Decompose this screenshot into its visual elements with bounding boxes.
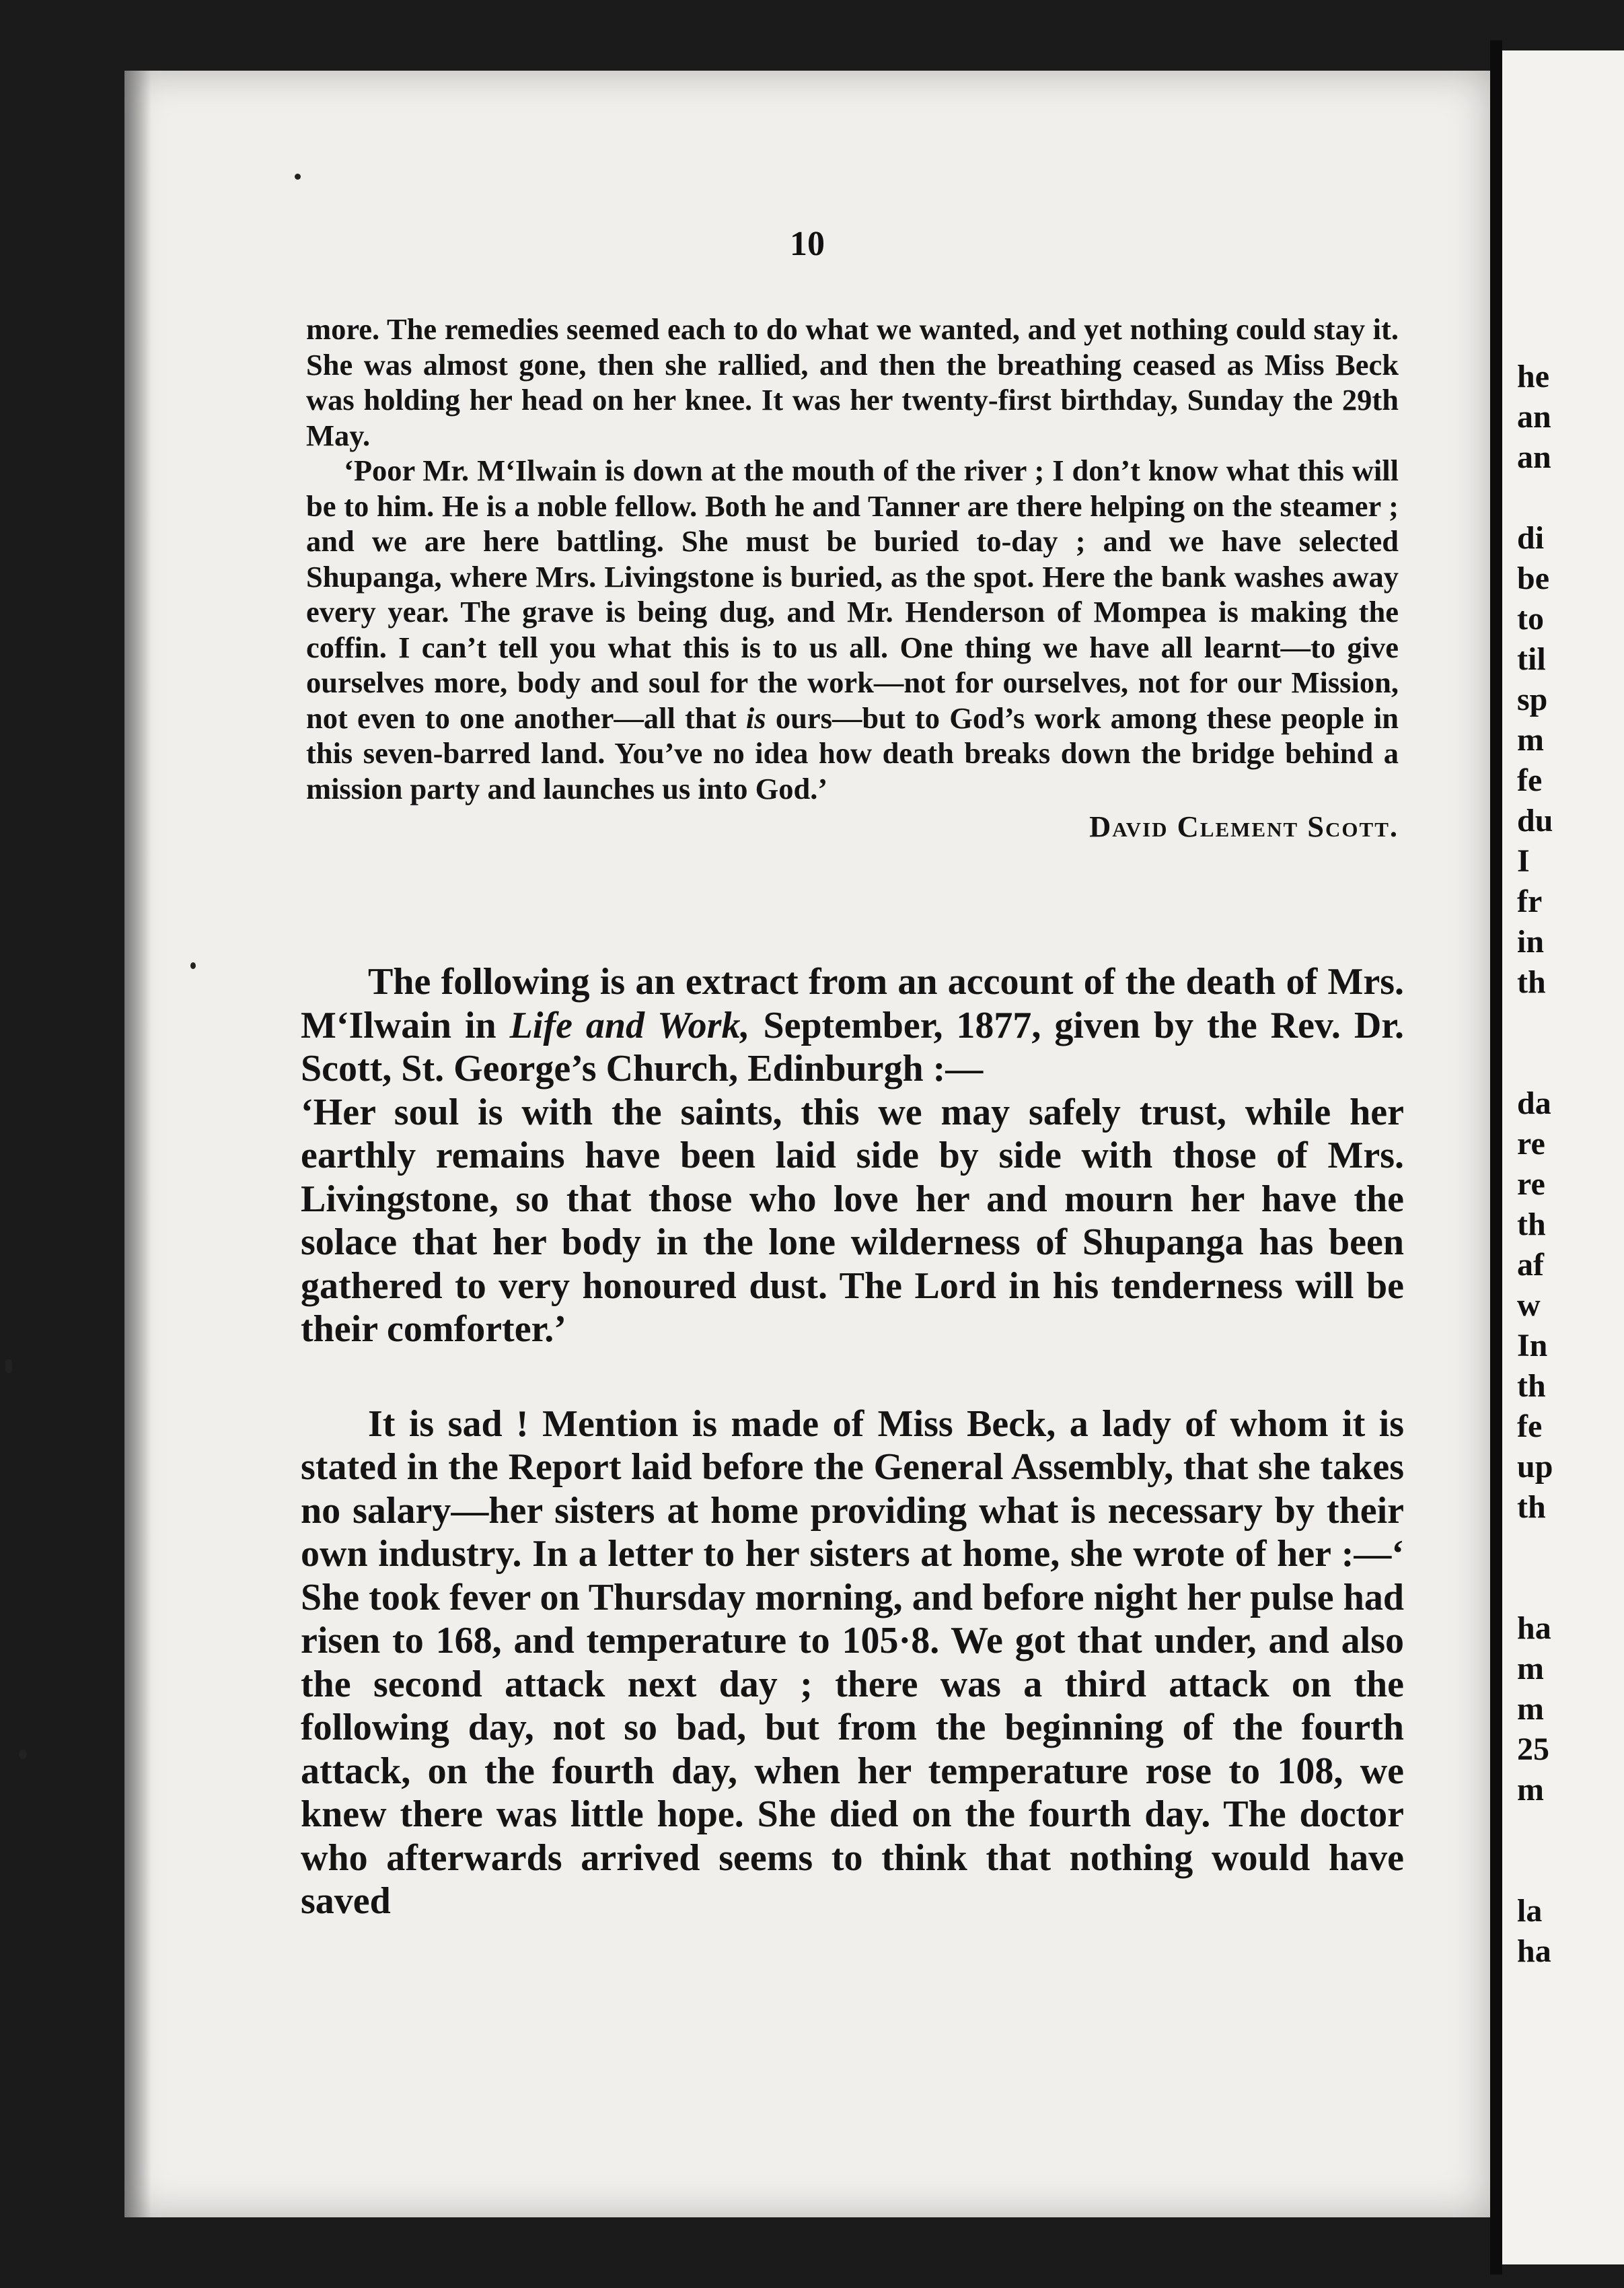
facing-line: re: [1517, 1126, 1545, 1161]
facing-line: fe: [1517, 762, 1543, 798]
book-page: [124, 71, 1490, 2217]
facing-line: [1517, 1043, 1553, 1083]
page-number: 10: [790, 225, 825, 263]
facing-page: [1502, 50, 1624, 2264]
publication-title: Life and Work,: [509, 1004, 750, 1046]
body-text: September, 1877, given by the Rev. Dr. Scott, St. George’s Church, Edinburgh :—: [301, 1004, 1405, 1089]
letter-excerpt: [306, 312, 1399, 845]
facing-line: ha: [1517, 1610, 1551, 1646]
facing-line: la: [1517, 1893, 1543, 1929]
signature: David Clement Scott.: [1089, 810, 1399, 843]
facing-line: ha: [1517, 1933, 1551, 1969]
facing-line: in: [1517, 924, 1545, 960]
facing-line: w: [1517, 1287, 1541, 1323]
ink-speck: [190, 962, 196, 969]
facing-line: [1517, 1528, 1553, 1568]
facing-line: [1517, 1568, 1553, 1608]
facing-line: da: [1517, 1085, 1551, 1121]
body-paragraph: It is sad ! Mention is made of Miss Beck, a lady of whom it is stated in the Report laid before the General Assembly, that she takes no salary—her sisters at home providing what is necessary by their own industry. In a letter to her sisters at home, she wrote of her :—‘ She took fever on Thursday morning, and before night her pulse had risen to 168, and temperature to 105·8. We got that under, and also the second attack next day ; there was a third attack on the following day, not so bad, but from the beginning of the fourth attack, on the fourth day, when her temperature rose to 108, we knew there was little hope. She died on the fourth day. The doctor who afterwards arrived seems to think that nothing would have saved: [301, 1402, 1404, 1922]
facing-line: be: [1517, 561, 1549, 596]
facing-line: du: [1517, 803, 1553, 838]
letter-paragraph: [306, 453, 1399, 806]
quotation: ‘Her soul is with the saints, this we may safely trust, while her earthly remains have been laid side by side with those of Mrs. Livingstone, so that those who love her and mourn her have the solace that her body in the lone wilderness of Shupanga has been gathered to very honoured dust. The Lord in his tenderness will be their comforter.’: [301, 1091, 1404, 1350]
facing-line: an: [1517, 439, 1551, 475]
facing-line: m: [1517, 722, 1544, 758]
facing-line: to: [1517, 601, 1544, 637]
facing-line: th: [1517, 1368, 1546, 1404]
facing-line: fr: [1517, 884, 1543, 919]
facing-line: he: [1517, 359, 1549, 394]
facing-line: fe: [1517, 1408, 1543, 1444]
facing-line: up: [1517, 1449, 1553, 1485]
main-text: [301, 960, 1404, 1923]
facing-line: th: [1517, 964, 1546, 1000]
facing-line: I: [1517, 843, 1530, 879]
facing-line: an: [1517, 399, 1551, 435]
facing-page-text: [1517, 357, 1553, 1972]
italic-word: is: [745, 701, 766, 735]
facing-line: af: [1517, 1247, 1544, 1283]
facing-line: 25: [1517, 1731, 1549, 1767]
body-text: The following is an extract from an account of the death of Mrs. M‘Ilwain in: [301, 961, 1404, 1046]
letter-text: ours—but to God’s work among these people in this seven-barred land. You’ve no idea how death breaks down the bridge behind a mission party and launches us into God.’: [306, 701, 1399, 806]
facing-line: [1517, 1851, 1553, 1891]
book-gutter: [1490, 40, 1502, 2275]
facing-line: m: [1517, 1691, 1544, 1727]
facing-line: th: [1517, 1489, 1546, 1525]
facing-line: re: [1517, 1166, 1545, 1202]
facing-line: [1517, 1003, 1553, 1043]
facing-line: m: [1517, 1772, 1544, 1808]
page-binding-shadow: [124, 71, 151, 2217]
letter-text: ‘Poor Mr. M‘Ilwain is down at the mouth of the river ; I don’t know what this will be to him. He is a noble fellow. Both he and Tanner are there helping on the steamer ; and we are here battling. She must be buried to-day ; and we have selected Shupanga, where Mrs. Livingstone is buried, as the spot. Here the bank washes away every year. The grave is being dug, and Mr. Henderson of Mompea is making the coffin. I can’t tell you what this is to us all. One thing we have all learnt—to give ourselves more, body and soul for the work—not for ourselves, not for our Mission, not even to one another—all that: [306, 454, 1399, 735]
facing-line: sp: [1517, 682, 1548, 717]
facing-line: [1517, 478, 1553, 518]
facing-line: th: [1517, 1207, 1546, 1242]
ink-speck: [5, 1359, 12, 1373]
ink-speck: [19, 1750, 27, 1759]
facing-line: til: [1517, 641, 1546, 677]
facing-line: [1517, 1810, 1553, 1851]
ink-speck: [295, 174, 301, 180]
facing-line: m: [1517, 1651, 1544, 1686]
facing-line: In: [1517, 1328, 1548, 1363]
body-paragraph: [301, 960, 1404, 1351]
letter-paragraph: more. The remedies seemed each to do what we wanted, and yet nothing could stay it. She was almost gone, then she rallied, and then the breathing ceased as Miss Beck was holding her head on her knee. It was her twenty-first birthday, Sunday the 29th May.: [306, 312, 1399, 452]
facing-line: di: [1517, 520, 1545, 556]
